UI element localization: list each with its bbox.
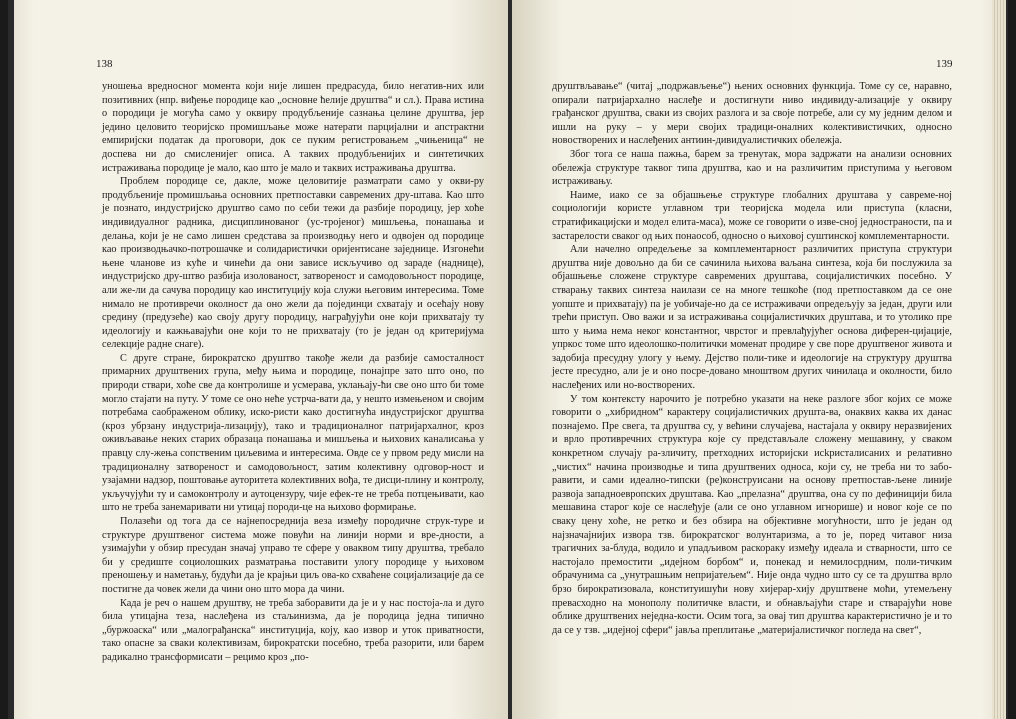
paragraph: уношења вредносног момента који није лишен предрасуда, било негатив-них или позитивних (нпр. виђење породице као „основне ћелије друштва“ и сл.). Права истина о породици је могућа само у оквиру продубљеније сазнања целине друштва, јер једино целовито теоријско промишљање може натерати парцијални и апстрактни емпиријски податак да проговори, док се пуким регистровањем „чињеница“ не доспева ни до смисленијег описа. А таквих продубљенијих и синтетичких истраживања породице је мало, као што је мало и таквих истраживања друштва. <box>102 81 484 174</box>
paragraph: Полазећи од тога да се најнепосреднија веза између породичне струк-туре и структуре друштвеног система може повући на линији норми и вре-дности, а узимајући у обзир пресудан значај управо те сфере у оваквом типу друштва, требало би у средиште социолошких разматрања поставити улогу породице у њиховом преношењу и наметању, будући да је крајњи циљ ова-ко схваћене социјализације да се постигне да човек жели да чини оно што мора да чини. <box>102 516 484 595</box>
paragraph: друштвљавање“ (читај „подржављење“) њених основних функција. Томе су се, наравно, опирали патријархално наслеђе и достигнути ниво индивиду-ализације у оквиру грађанског друштва, сваки из својих разлога и за своје потребе, али су му једним делом и ишли на руку – у мери својих традици-оналних колективистичких, односно новостворених и наслеђених антиин-дивидуалистичких обележја. <box>552 81 952 147</box>
paragraph: С друге стране, бирократско друштво такође жели да разбије самосталност примарних друштвених група, међу њима и породице, понајпре зато што оно, по природи ствари, хоће све да контролише и усмерава, уклањају-ћи све оно што би томе могло стајати на путу. У томе се оно нeће устрча-вати да, у нешто измењеном и својим потребама саображеном облику, иско-ристи како достигнућа индустријског друштва (кроз убрзану индустрија-лизацију), тако и традиционалног патријархалног, кроз оживљавање неких старих образаца понашања и мишљења и њихових каналисања у правцу слу-жења сопственим циљевима и интересима. Овде се у првом реду мисли на традиционалну затвореност и самодовољност, затим колективну одговор-ност и узајамни надзор, поштовање ауторитета колективних вођа, те дисци-плину и контролу, укључујући ту и самоконтролу и аутоцензуру, чије ефек-те не треба потцењивати, као што не треба занемаривати ни утицај породи-це на њихово формирање. <box>102 352 484 514</box>
page-number: 139 <box>936 58 953 70</box>
paragraph: Када је реч о нашем друштву, не треба заборавити да је и у нас постоја-ла и дуго била утицајна теза, наслеђена из стаљинизма, да је породица једна типично „буржоаска“ или „малограђанска“ институција, коју, као извор и уток приватности, тако опасне за сваки колективизам, бирократски посебно, треба разорити, или барем радикално трансформисати – рецимо кроз „по- <box>102 597 484 663</box>
page-text <box>552 80 952 637</box>
paragraph: У том контексту нарочито је потребно указати на неке разлоге због којих се може говорити о „хибридном“ карактеру социјалистичких друшта-ва, онаквих каква их данас познајемо. Пре свега, та друштва су, у већини случајева, настајала у оквиру неразвијених и врло противречних структура које су представљале сложену мешавину, у сваком конкретном случају ра-зличиту, претходних историјски исkристалисаних и релативно „чистих“ начина производње и типа друштвених односа, који су, не треба ни то забо-равити, и сами идеално-типски (ре)конструисани на основу претпостав-љене линије развоја западноевропских друштава. Као „прелазна“ друштва, она су по дефиницији била мешавина старог које се наслеђује (али се оно углавном игнорише) и новог које се по сваку цену хоће, не ретко и без обзира на објективне могућности, што је један од најзначајнијих извора тзв. бирократског волунтаризма, а то је, поред читавог низа трагичних за-блуда, водило и упадљивом раскораку између идеала и стварности, што се настојало премостити „идејном борбом“ и, понекад и немилосрдним, поли-тичким обрачунима са „унутрашњим непријатељем“. Није онда чудно што су се та друштва врло брзо бирократизовала, конституишући нову хијерар-хију друштвене моћи, утемељену превасходно на монополу политичке власти, и обнављајући старе и стварајући нове облике друштвених неједна-кости. Осим тога, за овај тип друштва карактеристично је и то да се у тзв. „идејној сфери“ јавља преплитање „материјалистичког погледа на свет“, <box>552 393 952 636</box>
book-spread <box>8 0 1008 719</box>
paragraph: Наиме, иако се за објашњење структуре глобалних друштава у савреме-ној социологији користе углавном три теоријска модела или приступа (класни, стратификацијски и модел елита-маса), може се говорити о изве-сној једностраности, па и застарелости сваког од њих понаособ, односно о њиховој суштинској комплементарности. <box>552 189 952 242</box>
paragraph: Због тога се наша пажња, барем за тренутак, мора задржати на анализи основних обележја структуре таквог типа друштва, као и на различитим приступима у његовом истраживању. <box>552 148 952 188</box>
left-page <box>14 0 508 719</box>
page-text <box>102 80 484 665</box>
paragraph: Проблем породице се, дакле, може целовитије разматрати само у окви-ру продубљеније промишљања основних претпоставки савремених дру-штава. Као што је познато, индустријско друштво само по себи тежи да разбије породицу, јер хоће индивидуалног радника, дисциплинованог (ус-тројеног) мишљења, понашања и делања, који је не само лишен средстава за производњу него и одвојен од породице као производњачко-потрошачке и солидаристички оријентисане заједнице. Изгонећи њене чланове из куће и чинећи да они зависе искључиво од зараде (наднице), индустријско дру-штво разбија изолованост, затвореност и самодовољност породице, али же-ли да сачува породицу као институцију која служи његовим интересима. Томе нимало не противречи околност да оно жели да појединци схватају и осећају нову средину (предузеће) као своју другу породицу, награђујући оне који прихватају ту идеологију и кажњавајући оне који то не прихватају (то је један од критеријума селекције радне снаге). <box>102 176 484 351</box>
page-number: 138 <box>96 58 113 70</box>
paragraph: Али начелно опредељење за комплементарност различитих приступа структури друштва није довољно да би се сачинила њихова ваљана синтеза, која би послужила за објашњење сложене структуре савремених друштава, социјалистичких посебно. У стварању таквих синтеза наилази се на многе тешкоће (под претпоставком да се оне уопште и прихватају) па је уобичаје-но да се истраживачи опредељују за један, други или трећи приступ. Ово важи и за истраживања социјалистичких друштава, и то утолико пре што у њима нема неког константног, чврстог и превлађујућег основа диферен-цијације, упркос томе што идеолошко-политички моменат продире у све поре друштвеног живота и задобија пресудну улогу у њему. Дејство поли-тике и идеологије на структуру друштва јесте пресудно, али је и оно посре-довано мноштвом других чинилаца и околности, било наслеђених или но-востворених. <box>552 244 952 392</box>
right-page <box>512 0 1006 719</box>
page-edges <box>992 0 1006 719</box>
